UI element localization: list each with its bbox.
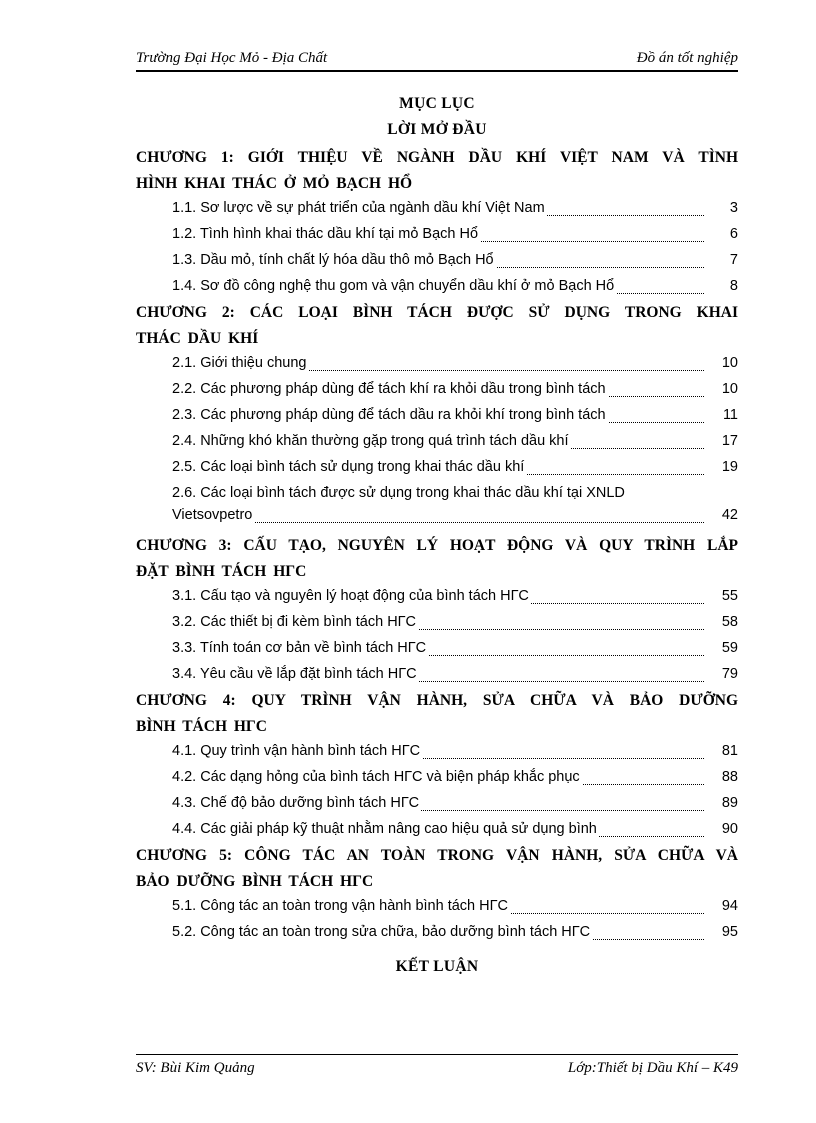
toc-entry[interactable]: 1.2. Tình hình khai thác dầu khí tại mỏ Bạch Hổ 6 — [172, 226, 738, 242]
toc-entry[interactable]: 4.2. Các dạng hỏng của bình tách HГC và biện pháp khắc phục 88 — [172, 769, 738, 785]
header-doc-type: Đồ án tốt nghiệp — [636, 50, 738, 66]
chapter-2-heading — [136, 300, 738, 352]
toc-entry[interactable]: 3.1. Cấu tạo và nguyên lý hoạt động của bình tách HГC 55 — [172, 588, 738, 604]
chapter-3-line1: CHƯƠNG 3: CẤU TẠO, NGUYÊN LÝ HOẠT ĐỘNG VÀ QUY TRÌNH LẮP — [136, 537, 738, 554]
toc-conclusion: KẾT LUẬN — [395, 958, 479, 975]
toc-entry[interactable]: 3.2. Các thiết bị đi kèm bình tách HГC 58 — [172, 614, 738, 630]
toc-entry[interactable]: 4.4. Các giải pháp kỹ thuật nhằm nâng cao hiệu quả sử dụng bình 90 — [172, 821, 738, 837]
footer-student: SV: Bùi Kim Quảng — [136, 1060, 255, 1076]
toc-title: MỤC LỤC — [399, 95, 475, 112]
toc-entry[interactable]: 1.1. Sơ lược về sự phát triển của ngành dầu khí Việt Nam 3 — [172, 200, 738, 216]
toc-entry[interactable]: 2.5. Các loại bình tách sử dụng trong khai thác dầu khí 19 — [172, 459, 738, 475]
footer-class: Lớp:Thiết bị Dầu Khí – K49 — [567, 1060, 738, 1076]
toc-entry[interactable]: 1.3. Dầu mỏ, tính chất lý hóa dầu thô mỏ Bạch Hổ 7 — [172, 252, 738, 268]
toc-entry[interactable]: 5.1. Công tác an toàn trong vận hành bình tách HГC 94 — [172, 898, 738, 914]
chapter-5-line2: BẢO DƯỠNG BÌNH TÁCH HГC — [136, 873, 374, 890]
chapter-4-heading — [136, 688, 738, 740]
chapter-3-heading — [136, 533, 738, 585]
page-footer — [136, 1054, 738, 1081]
toc-entry[interactable]: 5.2. Công tác an toàn trong sửa chữa, bảo dưỡng bình tách HГC 95 — [172, 924, 738, 940]
chapter-5-line1: CHƯƠNG 5: CÔNG TÁC AN TOÀN TRONG VẬN HÀNH, SỬA CHỮA VÀ — [136, 847, 738, 864]
chapter-1-line2: HÌNH KHAI THÁC Ở MỎ BẠCH HỔ — [136, 175, 413, 192]
chapter-5-heading — [136, 843, 738, 895]
toc-entry[interactable]: 1.4. Sơ đồ công nghệ thu gom và vận chuyển dầu khí ở mỏ Bạch Hổ 8 — [172, 278, 738, 294]
toc-entry[interactable]: 2.4. Những khó khăn thường gặp trong quá trình tách dầu khí 17 — [172, 433, 738, 449]
toc-entry[interactable]: 2.2. Các phương pháp dùng để tách khí ra khỏi dầu trong bình tách 10 — [172, 381, 738, 397]
toc-intro: LỜI MỞ ĐẦU — [387, 121, 487, 138]
page-header — [136, 48, 738, 72]
chapter-3-line2: ĐẶT BÌNH TÁCH HГC — [136, 563, 307, 580]
toc-entry[interactable]: 2.1. Giới thiệu chung 10 — [172, 355, 738, 371]
toc-entry[interactable]: 3.3. Tính toán cơ bản về bình tách HГC 59 — [172, 640, 738, 656]
chapter-2-line2: THÁC DẦU KHÍ — [136, 330, 259, 347]
chapter-4-line1: CHƯƠNG 4: QUY TRÌNH VẬN HÀNH, SỬA CHỮA VÀ BẢO DƯỠNG — [136, 692, 738, 709]
toc-entry-long[interactable]: 2.6. Các loại bình tách được sử dụng trong khai thác dầu khí tại XNLD Vietsovpetro 42 — [172, 485, 738, 523]
toc-entry[interactable]: 3.4. Yêu cầu về lắp đặt bình tách HГC 79 — [172, 666, 738, 682]
chapter-2-line1: CHƯƠNG 2: CÁC LOẠI BÌNH TÁCH ĐƯỢC SỬ DỤNG TRONG KHAI — [136, 304, 738, 321]
chapter-4-line2: BÌNH TÁCH HГC — [136, 718, 267, 735]
toc-entry[interactable]: 2.3. Các phương pháp dùng để tách dầu ra khỏi khí trong bình tách 11 — [172, 407, 738, 423]
chapter-1-heading — [136, 145, 738, 197]
chapter-1-line1: CHƯƠNG 1: GIỚI THIỆU VỀ NGÀNH DẦU KHÍ VIỆT NAM VÀ TÌNH — [136, 149, 738, 166]
toc-entry[interactable]: 4.3. Chế độ bảo dưỡng bình tách HГC 89 — [172, 795, 738, 811]
toc-entry[interactable]: 4.1. Quy trình vận hành bình tách HГC 81 — [172, 743, 738, 759]
header-university: Trường Đại Học Mỏ - Địa Chất — [136, 50, 328, 66]
